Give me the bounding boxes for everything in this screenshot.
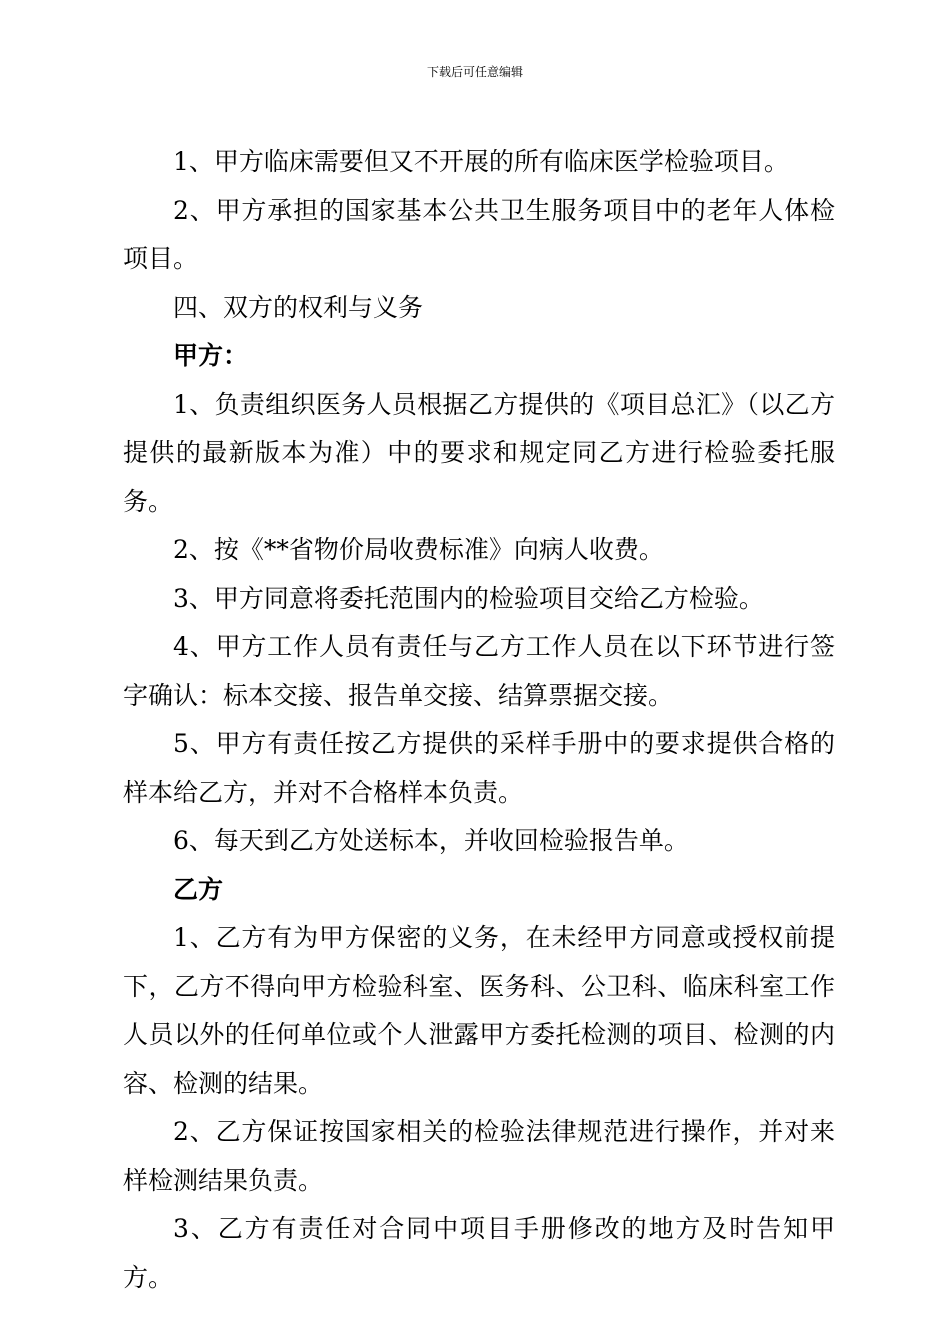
paragraph-1: 1、甲方临床需要但又不开展的所有临床医学检验项目。: [173, 147, 789, 176]
paragraph-2: 2、甲方承担的国家基本公共卫生服务项目中的老年人体检项目。: [123, 195, 835, 273]
party-b-item-2: 2、乙方保证按国家相关的检验法律规范进行操作，并对来样检测结果负责。: [123, 1117, 835, 1195]
party-a-item-3: 3、甲方同意将委托范围内的检验项目交给乙方检验。: [173, 583, 764, 613]
party-b-item-3: 3、乙方有责任对合同中项目手册修改的地方及时告知甲方。: [123, 1214, 835, 1292]
party-a-item-5: 5、甲方有责任按乙方提供的采样手册中的要求提供合格的样本给乙方，并对不合格样本负责。: [123, 729, 835, 807]
page-header: 下载后可任意编辑: [426, 65, 523, 79]
party-a-heading: 甲方：: [173, 341, 249, 370]
party-b-item-1: 1、乙方有为甲方保密的义务，在未经甲方同意或授权前提下，乙方不得向甲方检验科室、医务科、公卫科、临床科室工作人员以外的任何单位或个人泄露甲方委托检测的项目、检测的内容、检测的结果。: [123, 923, 835, 1098]
party-a-item-6: 6、每天到乙方处送标本，并收回检验报告单。: [173, 826, 689, 855]
party-a-item-4: 4、甲方工作人员有责任与乙方工作人员在以下环节进行签字确认：标本交接、报告单交接、结算票据交接。: [123, 632, 835, 710]
party-a-item-1: 1、负责组织医务人员根据乙方提供的《项目总汇》（以乙方提供的最新版本为准）中的要求和规定同乙方进行检验委托服务。: [123, 389, 835, 516]
document-body: [123, 138, 835, 1302]
party-a-item-2: 2、按《**省物价局收费标准》向病人收费。: [173, 535, 664, 564]
section-heading-rights-obligations: 四、双方的权利与义务: [173, 292, 424, 322]
party-b-heading: 乙方: [173, 874, 224, 904]
